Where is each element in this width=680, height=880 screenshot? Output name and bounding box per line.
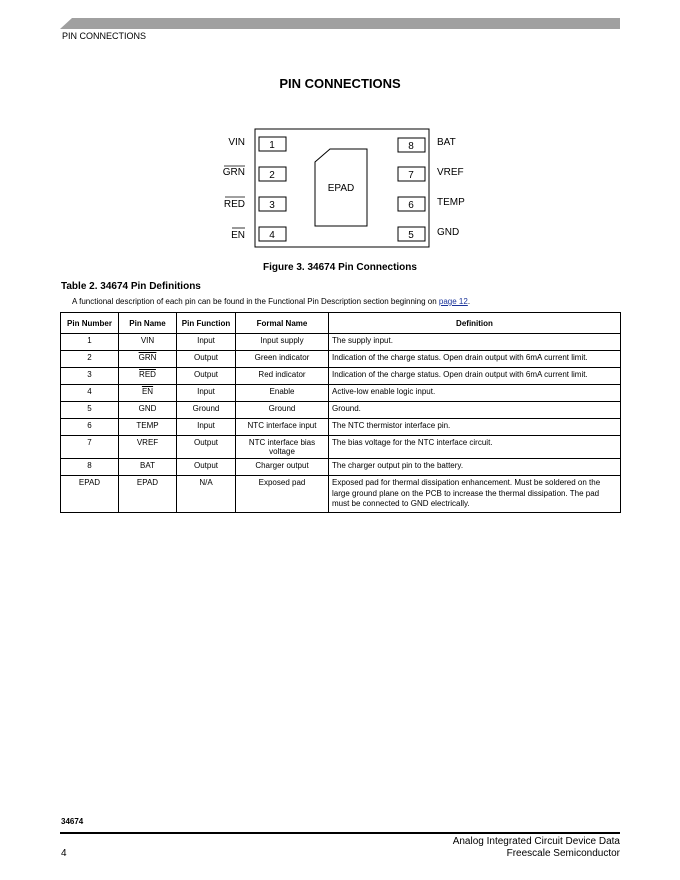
formal-name: Exposed pad [236,476,329,513]
section-label: PIN CONNECTIONS [62,31,147,41]
footer-divider [60,832,620,834]
pin-number: EPAD [61,476,119,513]
pin-label: GND [437,227,460,238]
pin-number: 6 [61,419,119,436]
table-description [72,297,470,306]
pin-label: VIN [228,137,245,148]
table-row [61,476,621,513]
pin-number: 8 [61,459,119,476]
left-pin-2 [223,166,286,181]
description-end: . [467,297,471,306]
formal-name: Input supply [236,334,329,351]
right-pin-6 [398,197,465,211]
formal-name: Green indicator [236,351,329,368]
pin-number: 7 [408,170,414,181]
definition: Ground. [329,402,621,419]
pin-name: TEMP [119,419,177,436]
pin-number: 8 [408,141,414,152]
pin-diagram [200,120,480,260]
footer-doc-type: Analog Integrated Circuit Device Data [452,836,620,847]
pin-function: Output [177,368,236,385]
pin-definitions-table [60,312,621,513]
table-row [61,385,621,402]
table-row [61,419,621,436]
pin-name: BAT [119,459,177,476]
definition: Active-low enable logic input. [329,385,621,402]
pin-number: 4 [269,230,275,241]
table-row [61,402,621,419]
pin-number: 4 [61,385,119,402]
figure-caption: Figure 3. 34674 Pin Connections [263,262,417,273]
pin-label: GRN [222,167,245,178]
pin-number: 1 [61,334,119,351]
formal-name: NTC interface input [236,419,329,436]
pin-number: 2 [61,351,119,368]
pin-function: Output [177,436,236,459]
table-row [61,334,621,351]
table-row [61,351,621,368]
pin-number: 3 [61,368,119,385]
header-pin-function: Pin Function [177,313,236,334]
table-header-row [61,313,621,334]
definition: The NTC thermistor interface pin. [329,419,621,436]
right-pin-7 [398,167,464,181]
definition: Indication of the charge status. Open drain output with 6mA current limit. [329,368,621,385]
pin-label: BAT [437,137,456,148]
header-definition: Definition [329,313,621,334]
left-pin-1 [228,137,286,151]
right-pin-8 [398,137,456,152]
table-row [61,459,621,476]
pin-function: N/A [177,476,236,513]
definition: The bias voltage for the NTC interface circuit. [329,436,621,459]
pin-label: RED [223,199,245,210]
pad-label: EPAD [327,183,355,194]
pin-number: 1 [269,140,275,151]
pin-function: Output [177,351,236,368]
definition: The charger output pin to the battery. [329,459,621,476]
definition: The supply input. [329,334,621,351]
pin-number: 6 [408,200,414,211]
header-bar [60,18,620,29]
pin-number: 7 [61,436,119,459]
pin-name: VREF [119,436,177,459]
header-pin-number: Pin Number [61,313,119,334]
page-link[interactable]: page 12 [438,297,468,306]
definition: Exposed pad for thermal dissipation enhancement. Must be soldered on the large ground plane on the PCB to increase the thermal dissipation. The pad must be connected to GND electrically. [329,476,621,513]
formal-name: Red indicator [236,368,329,385]
table-title: Table 2. 34674 Pin Definitions [61,281,201,292]
pin-label: VREF [437,167,464,178]
pin-function: Output [177,459,236,476]
formal-name: NTC interface bias voltage [236,436,329,459]
footer-page-number: 4 [61,848,67,859]
pin-name: $\overline{GRN}$ [119,351,177,368]
pin-name: GND [119,402,177,419]
left-pin-4 [231,227,286,241]
pin-number: 5 [61,402,119,419]
pin-number: 5 [408,230,414,241]
pin-number: 3 [269,200,275,211]
formal-name: Charger output [236,459,329,476]
pin-function: Input [177,419,236,436]
pin-function: Input [177,385,236,402]
table-row [61,368,621,385]
header-formal-name: Formal Name [236,313,329,334]
formal-name: Ground [236,402,329,419]
pin-name: VIN [119,334,177,351]
pin-function: Input [177,334,236,351]
pin-name: $\overline{RED}$ [119,368,177,385]
pin-function: Ground [177,402,236,419]
pin-label: EN [231,230,245,241]
footer-part-number: 34674 [61,817,84,826]
description-text: A functional description of each pin can be found in the Functional Pin Description section beginning on [72,297,439,306]
footer-company: Freescale Semiconductor [506,848,620,859]
table-row [61,436,621,459]
page-title: PIN CONNECTIONS [279,76,401,91]
pin-name: EPAD [119,476,177,513]
pin-name: $\overline{EN}$ [119,385,177,402]
formal-name: Enable [236,385,329,402]
pin-number: 2 [269,170,275,181]
header-pin-name: Pin Name [119,313,177,334]
definition: Indication of the charge status. Open drain output with 6mA current limit. [329,351,621,368]
pin-label: TEMP [437,197,465,208]
